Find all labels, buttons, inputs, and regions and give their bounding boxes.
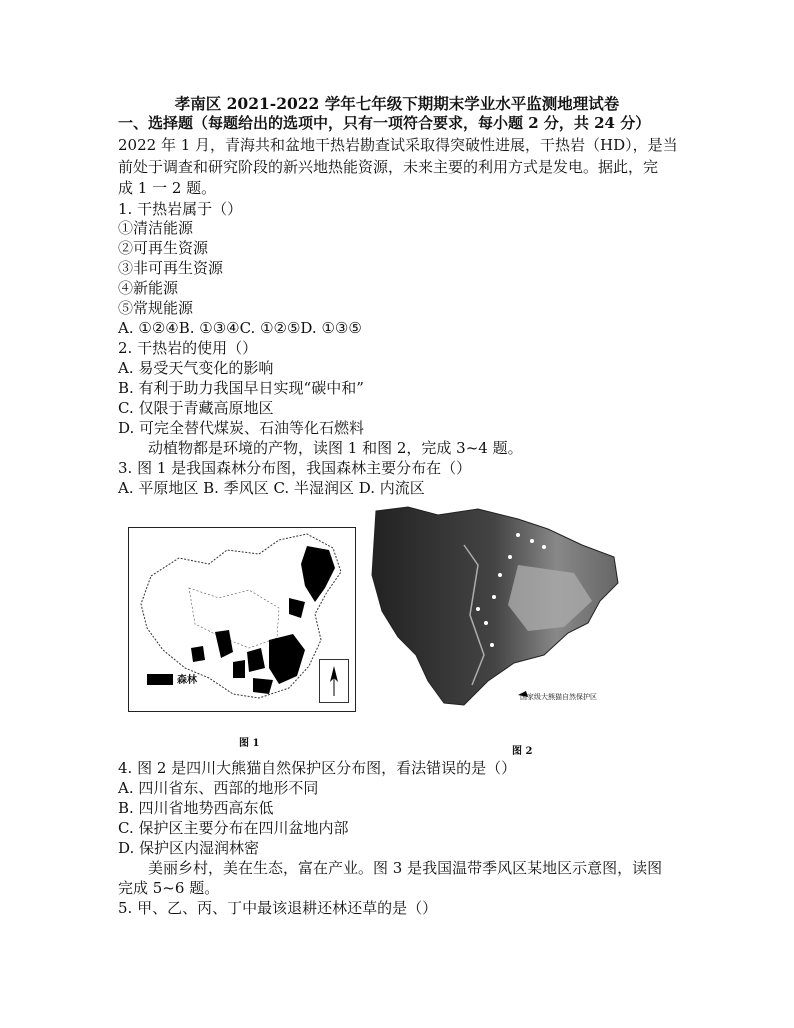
question-item: ②可再生资源 (118, 239, 209, 257)
legend-label: 森林 (177, 675, 197, 686)
intro-line: 完成 5~6 题。 (118, 879, 220, 897)
legend-label: 国家级大熊猫自然保护区 (520, 693, 597, 701)
question-item: ⑤常规能源 (118, 299, 194, 317)
north-arrow-icon (319, 659, 349, 703)
question-option: B. 四川省地势西高东低 (118, 799, 274, 817)
sichuan-terrain-map (368, 505, 624, 717)
figure-2-caption: 图 2 (512, 746, 533, 757)
page-title: 孝南区 2021-2022 学年七年级下期期末学业水平监测地理试卷 (174, 94, 620, 113)
question-options: A. ①②④B. ①③④C. ①②⑤D. ①③⑤ (118, 319, 362, 337)
section-heading: 一、选择题（每题给出的选项中，只有一项符合要求，每小题 2 分，共 24 分） (118, 114, 651, 132)
question-option: C. 保护区主要分布在四川盆地内部 (118, 819, 349, 837)
question-option: C. 仅限于青藏高原地区 (118, 399, 274, 417)
question-item: ③非可再生资源 (118, 259, 224, 277)
question-stem: 1. 干热岩属于（） (118, 200, 243, 218)
intro-line: 前处于调查和研究阶段的新兴地热能资源，未来主要的利用方式是发电。据此，完 (118, 158, 659, 176)
figure-2-panda-reserve-map (368, 505, 624, 717)
question-item: ④新能源 (118, 279, 179, 297)
question-stem: 5. 甲、乙、丙、丁中最该退耕还林还草的是（） (118, 899, 438, 917)
intro-line: 成 1 一 2 题。 (118, 179, 217, 197)
question-option: A. 易受天气变化的影响 (118, 359, 274, 377)
question-option: A. 四川省东、西部的地形不同 (118, 779, 319, 797)
question-stem: 3. 图 1 是我国森林分布图，我国森林主要分布在（） (118, 459, 472, 477)
question-item: ①清洁能源 (118, 219, 194, 237)
intro-line: 动植物都是环境的产物，读图 1 和图 2，完成 3~4 题。 (148, 439, 523, 457)
question-stem: 4. 图 2 是四川大熊猫自然保护区分布图，看法错误的是（） (118, 759, 517, 777)
question-option: D. 保护区内湿润林密 (118, 839, 260, 857)
question-options: A. 平原地区 B. 季风区 C. 半湿润区 D. 内流区 (118, 479, 425, 497)
figure-1-forest-map (128, 527, 356, 712)
legend-swatch (147, 674, 173, 685)
question-option: B. 有利于助力我国早日实现“碳中和” (118, 379, 364, 397)
question-option: D. 可完全替代煤炭、石油等化石燃料 (118, 419, 365, 437)
figure-1-caption: 图 1 (239, 738, 260, 749)
question-stem: 2. 干热岩的使用（） (118, 339, 258, 357)
intro-line: 美丽乡村，美在生态，富在产业。图 3 是我国温带季风区某地区示意图，读图 (148, 859, 663, 877)
intro-line: 2022 年 1 月，青海共和盆地干热岩勘查试采取得突破性进展，干热岩（HD），是当 (118, 136, 678, 154)
